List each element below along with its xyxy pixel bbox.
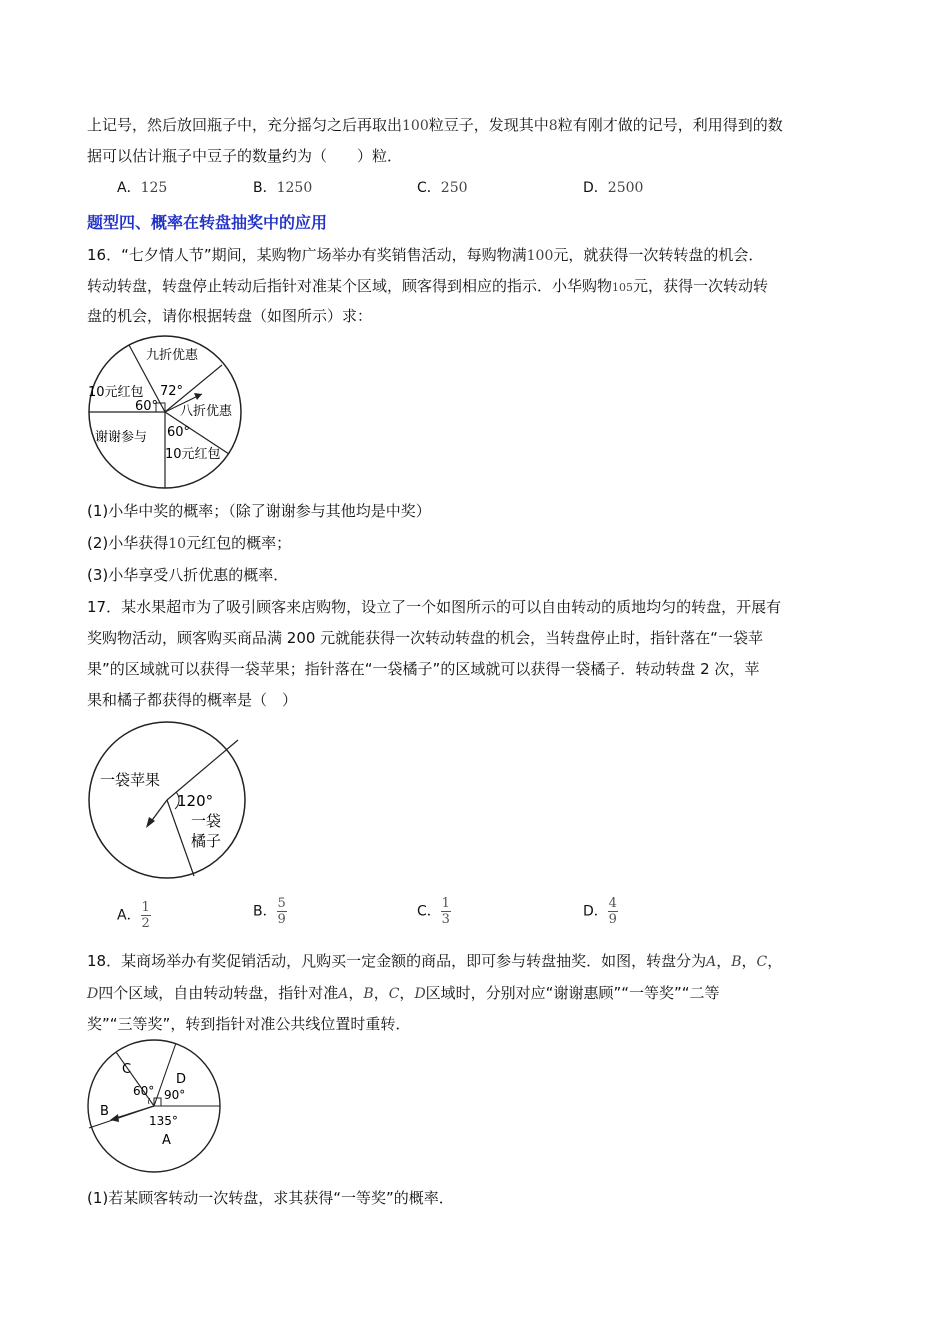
wheel-label: 120°: [177, 792, 214, 810]
wheel-label: 60°: [133, 1084, 155, 1098]
section-heading: 题型四、概率在转盘抽奖中的应用: [87, 213, 328, 232]
option-value: 1250: [276, 180, 313, 196]
q18-text: 区域时，分别对应“谢谢惠顾”“一等奖”“二等: [425, 984, 720, 1002]
q16-sub2: [87, 533, 291, 554]
fraction: [141, 900, 151, 931]
option-label: B．: [253, 903, 277, 920]
wheel-label: 60°: [167, 425, 191, 440]
denominator: 3: [441, 912, 450, 927]
option-label: D．: [583, 903, 608, 920]
q18-line3: 奖”“三等奖”，转到指针对准公共线位置时重转．: [87, 1015, 411, 1033]
q18-text: ，: [767, 952, 783, 970]
option-value: 250: [440, 180, 468, 196]
q15-text: 粒有刚才做的记号，利用得到的数: [557, 116, 783, 134]
q18-text: ，: [716, 952, 732, 970]
q16-line2: [87, 276, 768, 298]
fraction: [441, 896, 451, 927]
q15-option-d: [583, 177, 643, 197]
fraction: [608, 896, 618, 927]
q15-option-b: [253, 177, 312, 197]
q17-option-a: [117, 900, 151, 931]
option-value: 2500: [607, 180, 644, 196]
q18-text: 18．某商场举办有奖促销活动，凡购买一定金额的商品，即可参与转盘抽奖．如图，转盘分为: [87, 952, 707, 970]
q17-option-c: [417, 896, 451, 927]
q18-variable: A: [338, 986, 349, 1002]
wheel-label: 九折优惠: [146, 348, 199, 363]
q18-spinner-diagram: [86, 1038, 226, 1178]
wheel-label: 60°: [135, 399, 159, 414]
q17-line2: 奖购物活动，顾客购买商品满 200 元就能获得一次转动转盘的机会，当转盘停止时，指针落在“一袋苹: [87, 629, 763, 647]
option-label: C．: [417, 903, 441, 920]
q16-sub3: (3)小华享受八折优惠的概率．: [87, 566, 289, 584]
q18-variable: B: [731, 954, 742, 970]
option-label: B．: [253, 180, 277, 196]
wheel-label: 90°: [164, 1088, 186, 1102]
q17-line1: 17．某水果超市为了吸引顾客来店购物，设立了一个如图所示的可以自由转动的质地均匀的转盘，开展有: [87, 598, 782, 616]
q16-number: 10: [168, 536, 187, 552]
q17-option-b: [253, 896, 287, 927]
q18-line1: [87, 951, 782, 972]
q18-line2: [87, 983, 720, 1004]
q18-variable: C: [388, 986, 400, 1002]
denominator: 9: [277, 912, 286, 927]
wheel-label: 橘子: [191, 832, 222, 850]
q18-text: 四个区域，自由转动转盘，指针对准: [98, 984, 339, 1002]
option-value: 125: [140, 180, 168, 196]
q16-line1: [87, 245, 763, 266]
q16-text: (2)小华获得: [87, 534, 169, 552]
q15-option-a: [117, 177, 167, 197]
fraction: [277, 896, 287, 927]
q16-text: 元红包的概率；: [186, 534, 292, 552]
q18-variable: A: [706, 954, 717, 970]
q18-variable: B: [363, 986, 374, 1002]
q18-variable: D: [87, 986, 99, 1002]
numerator: 4: [608, 896, 617, 911]
q16-number: 100: [526, 248, 554, 264]
numerator: 1: [141, 900, 150, 915]
q16-text: 元，就获得一次转转盘的机会．: [553, 246, 764, 264]
q15-text: 粒豆子，发现其中: [428, 116, 549, 134]
option-label: A．: [117, 180, 141, 196]
wheel-label: C: [122, 1062, 132, 1077]
q18-variable: C: [756, 954, 768, 970]
q18-text: ，: [741, 952, 757, 970]
q15-option-c: [417, 177, 468, 197]
q18-text: ，: [373, 984, 389, 1002]
q17-option-d: [583, 896, 618, 927]
q15-line1: [87, 115, 783, 136]
option-label: C．: [417, 180, 441, 196]
q17-line4: 果和橘子都获得的概率是（ ）: [87, 691, 298, 709]
wheel-label: 135°: [149, 1114, 178, 1128]
q16-text: 16．“七夕情人节”期间，某购物广场举办有奖销售活动，每购物满: [87, 246, 527, 264]
q15-number: 100: [402, 118, 429, 134]
wheel-label: 一袋: [191, 812, 222, 830]
numerator: 5: [277, 896, 286, 911]
q16-number: 105: [612, 281, 634, 294]
q16-line3: 盘的机会，请你根据转盘（如图所示）求：: [87, 307, 373, 325]
denominator: 2: [141, 916, 150, 931]
option-label: A．: [117, 907, 141, 924]
q18-text: ，: [348, 984, 364, 1002]
q18-variable: D: [414, 986, 426, 1002]
q15-text: 上记号，然后放回瓶子中，充分摇匀之后再取出: [87, 116, 403, 134]
wheel-label: 一袋苹果: [100, 771, 161, 789]
denominator: 9: [608, 912, 617, 927]
q18-sub1: (1)若某顾客转动一次转盘，求其获得“一等奖”的概率．: [87, 1189, 454, 1207]
q18-text: ，: [399, 984, 415, 1002]
wheel-label: 10元红包: [88, 385, 144, 400]
q16-spinner-diagram: [86, 334, 246, 492]
wheel-label: 八折优惠: [180, 404, 233, 419]
wheel-label: 72°: [160, 384, 184, 399]
q17-line3: 果”的区域就可以获得一袋苹果；指针落在“一袋橘子”的区域就可以获得一袋橘子．转动转盘 2 次，苹: [87, 660, 760, 678]
q16-sub1: (1)小华中奖的概率；（除了谢谢参与其他均是中奖）: [87, 502, 431, 520]
q15-number: 8: [548, 118, 558, 134]
q17-spinner-diagram: [86, 720, 251, 882]
q16-text: 转动转盘，转盘停止转动后指针对准某个区域，顾客得到相应的指示．小华购物: [87, 277, 613, 295]
q15-line2: 据可以估计瓶子中豆子的数量约为（ ）粒．: [87, 147, 403, 165]
q16-text: 元，获得一次转动转: [633, 277, 769, 295]
wheel-label: 10元红包: [165, 447, 221, 462]
option-label: D．: [583, 180, 608, 196]
wheel-label: D: [176, 1072, 187, 1087]
wheel-label: B: [100, 1104, 109, 1119]
wheel-label: A: [162, 1133, 171, 1148]
numerator: 1: [441, 896, 450, 911]
wheel-label: 谢谢参与: [95, 430, 148, 445]
